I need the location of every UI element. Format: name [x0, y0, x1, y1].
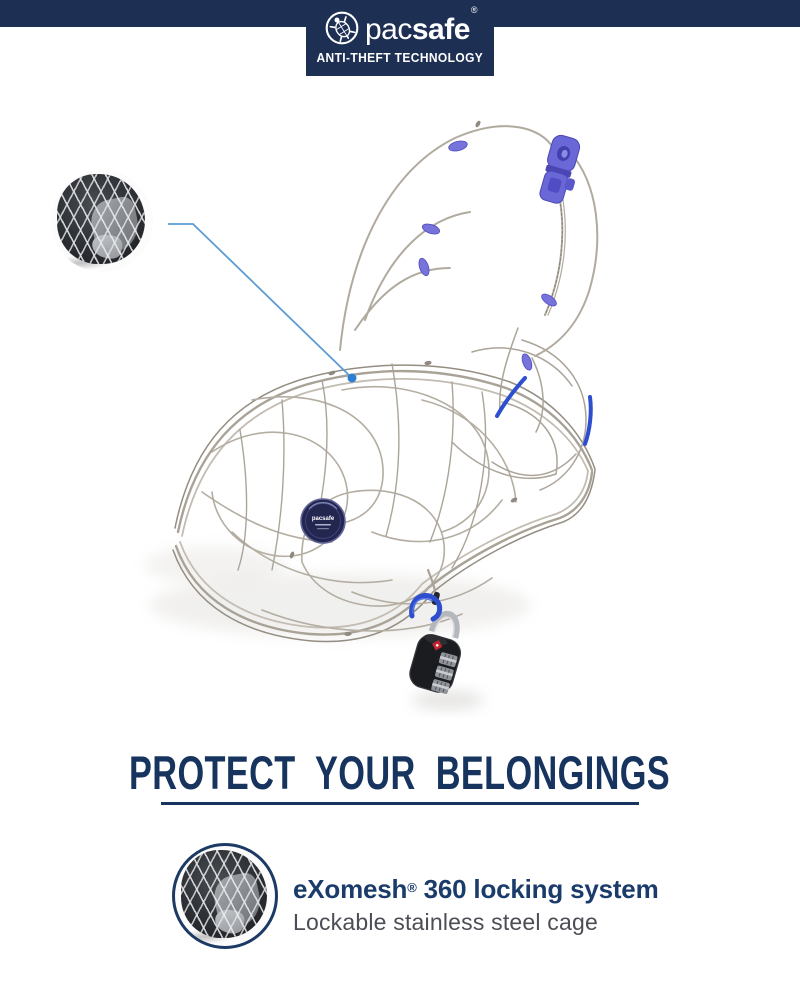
- inset-mesh-overlay: [57, 174, 145, 264]
- feature-title-brand: eXomesh: [293, 874, 408, 904]
- callout-dot: [348, 374, 357, 383]
- headline-text: PROTECT YOUR BELONGINGS: [129, 746, 671, 799]
- purple-beads: [417, 139, 558, 371]
- feature-bag-photo: [181, 850, 267, 938]
- cable-clip: [536, 133, 586, 207]
- brand-disc-tag: [301, 499, 345, 543]
- feature-text-block: [293, 874, 659, 936]
- brand-tagline: ANTI-THEFT TECHNOLOGY: [316, 51, 484, 65]
- headline: [0, 746, 800, 799]
- inset-bag-photo: [57, 174, 145, 264]
- brand-logo-tab: [306, 0, 494, 76]
- headline-underline: [161, 802, 639, 805]
- feature-mesh-overlay: [181, 850, 267, 938]
- feature-title: [293, 874, 659, 904]
- feature-photo-circle: [172, 843, 278, 949]
- brand-wordmark: [364, 5, 478, 46]
- brand-part-bold: safe: [411, 13, 470, 46]
- brand-part-light: pac: [364, 13, 412, 46]
- brand-logo: [324, 5, 478, 49]
- mesh-detail-inset: [51, 170, 153, 272]
- turtle-circle-icon: [324, 10, 360, 51]
- feature-subtitle: Lockable stainless steel cage: [293, 909, 598, 935]
- callout-connector: [168, 224, 357, 383]
- registered-mark: ®: [470, 5, 478, 15]
- disc-label: pacsafe: [311, 516, 335, 522]
- feature-title-rest: 360 locking system: [416, 874, 659, 904]
- feature-registered-mark: ®: [407, 880, 417, 895]
